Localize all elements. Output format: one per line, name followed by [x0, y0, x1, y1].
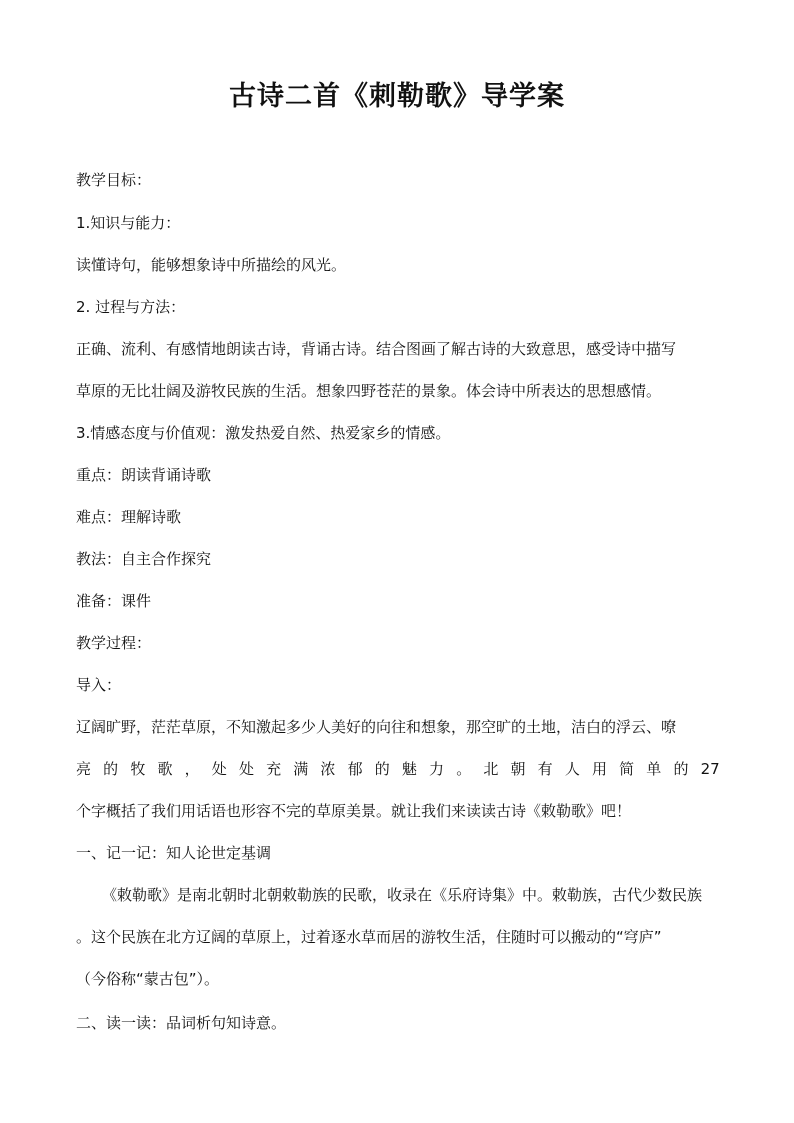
intro-text-2-char: 满 — [293, 760, 309, 778]
difficult-point: 难点：理解诗歌 — [76, 508, 182, 526]
intro-text-2-char: 朝 — [510, 760, 526, 778]
section-1-heading: 一、记一记：知人论世定基调 — [76, 844, 272, 862]
goal-knowledge-text: 读懂诗句，能够想象诗中所描绘的风光。 — [76, 256, 347, 274]
intro-text-2-char: 的 — [103, 760, 119, 778]
intro-text-2-char: 北 — [483, 760, 499, 778]
intro-text-2-char: 用 — [591, 760, 607, 778]
intro-text-2-char: ， — [184, 760, 200, 778]
intro-text-2-char: 魅 — [401, 760, 417, 778]
intro-text-2-char: 。 — [456, 760, 472, 778]
intro-heading: 导入： — [76, 676, 122, 694]
intro-text-2-char: 充 — [266, 760, 282, 778]
intro-text-2-char: 处 — [211, 760, 227, 778]
intro-text-2-char: 亮 — [76, 760, 92, 778]
intro-text-2-char: 的 — [673, 760, 689, 778]
intro-text-2-char: 处 — [238, 760, 254, 778]
goal-knowledge-heading: 1.知识与能力： — [76, 214, 181, 232]
preparation: 准备：课件 — [76, 592, 152, 610]
teaching-method: 教法：自主合作探究 — [76, 550, 212, 568]
goal-emotion-text: 3.情感态度与价值观：激发热爱自然、热爱家乡的情感。 — [76, 424, 451, 442]
intro-text-2-char: 有 — [537, 760, 553, 778]
goal-process-text-1: 正确、流利、有感情地朗读古诗，背诵古诗。结合图画了解古诗的大致意思，感受诗中描写 — [76, 340, 677, 358]
teaching-goals-heading: 教学目标： — [76, 171, 152, 189]
section-1-text-2: 。这个民族在北方辽阔的草原上，过着逐水草而居的游牧生活，住随时可以搬动的“穹庐” — [76, 928, 662, 946]
goal-process-text-2: 草原的无比壮阔及游牧民族的生活。想象四野苍茫的景象。体会诗中所表达的思想感情。 — [76, 382, 662, 400]
intro-text-2-char: 牧 — [130, 760, 146, 778]
intro-text-2-char: 人 — [564, 760, 580, 778]
intro-text-2-char: 力 — [429, 760, 445, 778]
section-1-text-3: （今俗称“蒙古包”）。 — [76, 970, 220, 988]
intro-text-1: 辽阔旷野，茫茫草原，不知激起多少人美好的向往和想象，那空旷的土地，洁白的浮云、嘹 — [76, 718, 677, 736]
key-point: 重点：朗读背诵诗歌 — [76, 466, 212, 484]
intro-text-2-char: 简 — [619, 760, 635, 778]
intro-text-2-char: 的 — [374, 760, 390, 778]
section-1-text-1: 《敕勒歌》是南北朝时北朝敕勒族的民歌，收录在《乐府诗集》中。敕勒族，古代少数民族 — [102, 886, 703, 904]
intro-text-2-char: 单 — [646, 760, 662, 778]
intro-text-3: 个字概括了我们用话语也形容不完的草原美景。就让我们来读读古诗《敕勒歌》吧！ — [76, 802, 632, 820]
intro-text-2 — [76, 757, 720, 781]
intro-text-2-char: 浓 — [320, 760, 336, 778]
section-2-heading: 二、读一读：品词析句知诗意。 — [76, 1014, 287, 1032]
goal-process-heading: 2. 过程与方法： — [76, 298, 186, 316]
intro-text-2-char: 27 — [700, 760, 720, 778]
teaching-process-heading: 教学过程： — [76, 634, 152, 652]
intro-text-2-char: 郁 — [347, 760, 363, 778]
intro-text-2-char: 歌 — [157, 760, 173, 778]
document-title: 古诗二首《刺勒歌》导学案 — [229, 81, 565, 112]
